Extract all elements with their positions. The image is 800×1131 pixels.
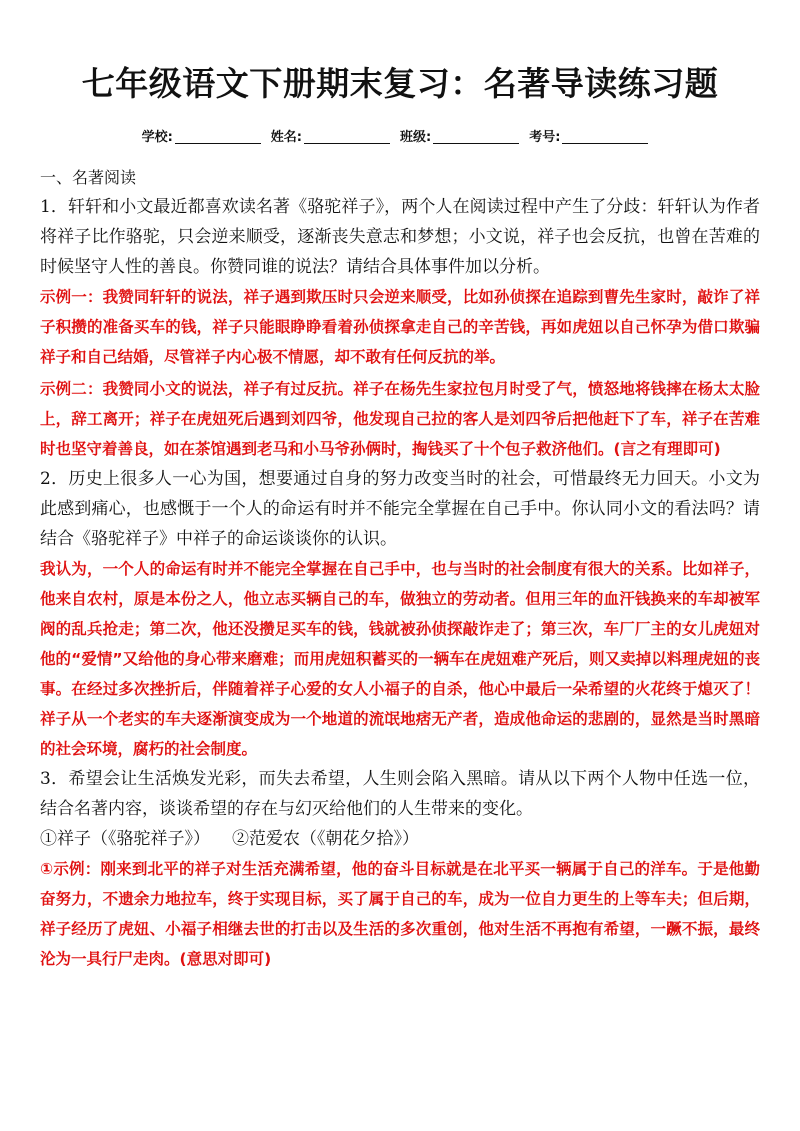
name-label: 姓名: xyxy=(270,130,302,145)
question-3: 3．希望会让生活焕发光彩，而失去希望，人生则会陷入黑暗。请从以下两个人物中任选一位，结合名著内容，谈谈希望的存在与幻灭给他们的人生带来的变化。 xyxy=(40,769,760,819)
question-3-options xyxy=(40,824,760,854)
class-blank[interactable] xyxy=(433,129,519,144)
answer-1-example-2: 示例二：我赞同小文的说法，祥子有过反抗。祥子在杨先生家拉包月时受了气，愤怒地将钱摔在杨太太脸上，辞工离开；祥子在虎妞死后遇到刘四爷，他发现自己拉的客人是刘四爷后把他赶下了车，祥子在苦难时也坚守着善良，如在茶馆遇到老马和小马爷孙俩时，掏钱买了十个包子救济他们。(言之有理即可) xyxy=(40,380,760,458)
class-field xyxy=(400,128,519,148)
number-blank[interactable] xyxy=(562,129,648,144)
school-field xyxy=(142,128,261,148)
page-title: 七年级语文下册期末复习：名著导读练习题 xyxy=(81,64,719,103)
answer-3: ①示例：刚来到北平的祥子对生活充满希望，他的奋斗目标就是在北平买一辆属于自己的洋车。于是他勤奋努力，不遗余力地拉车，终于实现目标，买了属于自己的车，成为一位自力更生的上等车夫；但后期，祥子经历了虎妞、小福子相继去世的打击以及生活的多次重创，他对生活不再抱有希望，一蹶不振，最终沦为一具行尸走肉。(意思对即可) xyxy=(40,860,760,968)
student-info-row xyxy=(40,128,760,148)
class-label: 班级: xyxy=(400,130,432,145)
number-field xyxy=(529,128,648,148)
answer-1-example-1: 示例一：我赞同轩轩的说法，祥子遇到欺压时只会逆来顺受，比如孙侦探在追踪到曹先生家时，敲诈了祥子积攒的准备买车的钱，祥子只能眼睁睁看着孙侦探拿走自己的辛苦钱，再如虎妞以自己怀孕为借口欺骗祥子和自己结婚，尽管祥子内心极不情愿，却不敢有任何反抗的举。 xyxy=(40,288,760,366)
name-blank[interactable] xyxy=(304,129,390,144)
school-blank[interactable] xyxy=(175,129,261,144)
option-1: ①祥子（《骆驼祥子》） xyxy=(40,829,210,849)
section-heading: 一、名著阅读 xyxy=(40,168,137,187)
school-label: 学校: xyxy=(141,130,173,145)
question-2: 2．历史上很多人一心为国，想要通过自身的努力改变当时的社会，可惜最终无力回天。小文为此感到痛心，也感慨于一个人的命运有时并不能完全掌握在自己手中。你认同小文的看法吗？请结合《骆驼祥子》中祥子的命运谈谈你的认识。 xyxy=(40,469,760,549)
answer-2: 我认为，一个人的命运有时并不能完全掌握在自己手中，也与当时的社会制度有很大的关系。比如祥子，他来自农村，原是本份之人，他立志买辆自己的车，做独立的劳动者。但用三年的血汗钱换来的车却被军阀的乱兵抢走；第二次，他还没攒足买车的钱，钱就被孙侦探敲诈走了；第三次，车厂厂主的女儿虎妞对他的“爱情”又给他的身心带来磨难；而用虎妞积蓄买的一辆车在虎妞难产死后，则又卖掉以料理虎妞的丧事。在经过多次挫折后，伴随着祥子心爱的女人小福子的自杀，他心中最后一朵希望的火花终于熄灭了！祥子从一个老实的车夫逐渐演变成为一个地道的流氓地痞无产者，造成他命运的悲剧的，显然是当时黑暗的社会环境，腐朽的社会制度。 xyxy=(40,560,760,758)
name-field xyxy=(271,128,390,148)
option-2: ②范爱农（《朝花夕拾》） xyxy=(232,829,419,849)
number-label: 考号: xyxy=(529,130,561,145)
question-1: 1．轩轩和小文最近都喜欢读名著《骆驼祥子》，两个人在阅读过程中产生了分歧：轩轩认为作者将祥子比作骆驼，只会逆来顺受，逐渐丧失意志和梦想；小文说，祥子也会反抗，也曾在苦难的时候坚守人性的善良。你赞同谁的说法？请结合具体事件加以分析。 xyxy=(40,197,760,277)
